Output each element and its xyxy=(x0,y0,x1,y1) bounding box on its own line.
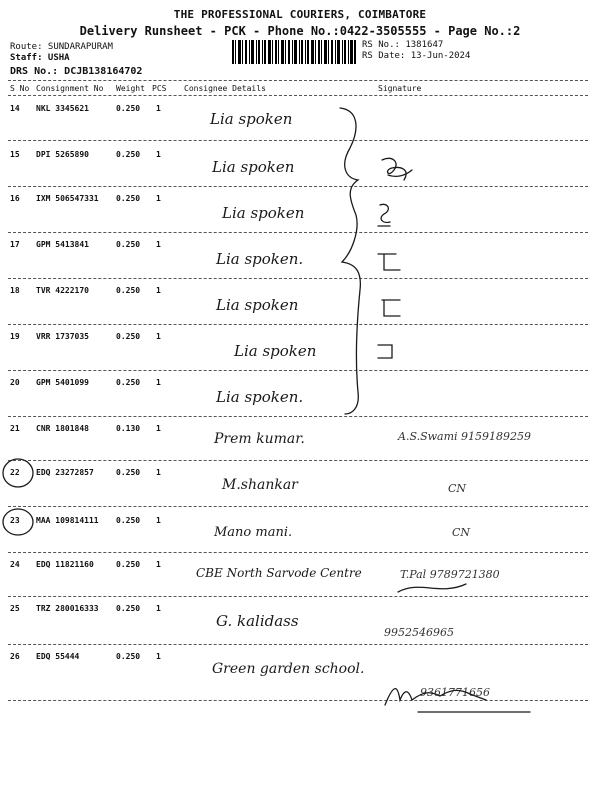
row-signature: 9361771656 xyxy=(420,686,490,699)
row-weight: 0.130 xyxy=(116,424,141,433)
route-label: Route: SUNDARAPURAM xyxy=(10,42,113,52)
row-consignment-no: EDQ 55444 xyxy=(36,652,80,661)
barcode-image xyxy=(232,40,356,64)
col-consignment: Consignment No xyxy=(36,84,104,93)
row-sno: 26 xyxy=(10,652,20,661)
row-sno: 15 xyxy=(10,150,20,159)
row-consignee-details: Lia spoken. xyxy=(216,388,304,406)
row-consignment-no: GPM 5413841 xyxy=(36,240,89,249)
row-signature: A.S.Swami 9159189259 xyxy=(398,430,532,443)
row-sno: 25 xyxy=(10,604,20,613)
row-weight: 0.250 xyxy=(116,286,141,295)
row-weight: 0.250 xyxy=(116,468,141,477)
row-pcs: 1 xyxy=(156,560,161,569)
signature-scribble-16 xyxy=(378,204,390,226)
row-consignment-no: EDQ 23272857 xyxy=(36,468,94,477)
company-title: THE PROFESSIONAL COURIERS, COIMBATORE xyxy=(173,8,427,21)
row-weight: 0.250 xyxy=(116,194,141,203)
signature-scribble-17 xyxy=(378,254,400,270)
row-consignment-no: TVR 4222170 xyxy=(36,286,89,295)
row-divider xyxy=(8,278,588,279)
signature-scribble-18 xyxy=(382,300,400,316)
row-sno: 14 xyxy=(10,104,20,113)
row-divider xyxy=(8,416,588,417)
rs-number: RS No.: 1381647 xyxy=(362,40,444,50)
row-divider xyxy=(8,186,588,187)
row-consignee-details: Lia spoken xyxy=(234,342,317,360)
row-divider xyxy=(8,324,588,325)
row-consignment-no: VRR 1737035 xyxy=(36,332,89,341)
row-divider xyxy=(8,644,588,645)
row-pcs: 1 xyxy=(156,194,161,203)
signature-scribble-15 xyxy=(382,158,412,180)
row-consignee-details: Lia spoken xyxy=(212,158,295,176)
row-divider xyxy=(8,460,588,461)
row-pcs: 1 xyxy=(156,516,161,525)
row-divider xyxy=(8,596,588,597)
row-weight: 0.250 xyxy=(116,240,141,249)
row-consignee-details: Lia spoken. xyxy=(216,250,304,268)
row-divider xyxy=(8,552,588,553)
row-consignee-details: Green garden school. xyxy=(212,661,365,677)
signature-underline-24 xyxy=(398,584,466,592)
row-consignee-details: Lia spoken xyxy=(210,110,293,128)
row-weight: 0.250 xyxy=(116,652,141,661)
row-pcs: 1 xyxy=(156,104,161,113)
rs-date: RS Date: 13-Jun-2024 xyxy=(362,51,471,61)
row-sno: 24 xyxy=(10,560,20,569)
bracket-mark xyxy=(340,108,360,414)
row-consignee-details: Lia spoken xyxy=(222,204,305,222)
row-consignment-no: DPI 5265890 xyxy=(36,150,89,159)
row-weight: 0.250 xyxy=(116,104,141,113)
row-weight: 0.250 xyxy=(116,378,141,387)
row-consignment-no: IXM 506547331 xyxy=(36,194,99,203)
drs-number: DRS No.: DCJB138164702 xyxy=(10,66,143,77)
row-pcs: 1 xyxy=(156,150,161,159)
row-sno: 17 xyxy=(10,240,20,249)
col-sno: S No xyxy=(10,84,30,93)
row-divider xyxy=(8,232,588,233)
row-sno: 19 xyxy=(10,332,20,341)
row-consignee-details: Prem kumar. xyxy=(214,431,305,447)
row-pcs: 1 xyxy=(156,604,161,613)
row-consignment-no: MAA 109814111 xyxy=(36,516,99,525)
row-pcs: 1 xyxy=(156,332,161,341)
col-pcs: PCS xyxy=(152,84,167,93)
signature-scribble-19 xyxy=(378,345,392,358)
row-pcs: 1 xyxy=(156,286,161,295)
row-signature: CN xyxy=(452,526,471,539)
row-weight: 0.250 xyxy=(116,604,141,613)
row-consignee-details: Lia spoken xyxy=(216,296,299,314)
staff-label: Staff: USHA xyxy=(10,53,70,63)
row-weight: 0.250 xyxy=(116,516,141,525)
row-consignment-no: EDQ 11821160 xyxy=(36,560,94,569)
row-pcs: 1 xyxy=(156,424,161,433)
row-consignment-no: CNR 1801848 xyxy=(36,424,89,433)
col-weight: Weight xyxy=(116,84,145,93)
row-weight: 0.250 xyxy=(116,150,141,159)
row-consignment-no: TRZ 280016333 xyxy=(36,604,99,613)
row-signature: 9952546965 xyxy=(384,626,454,639)
row-weight: 0.250 xyxy=(116,560,141,569)
row-weight: 0.250 xyxy=(116,332,141,341)
row-pcs: 1 xyxy=(156,652,161,661)
runsheet-subtitle: Delivery Runsheet - PCK - Phone No.:0422-3505555 - Page No.:2 xyxy=(79,24,521,38)
row-consignee-details: M.shankar xyxy=(222,477,298,493)
row-divider xyxy=(8,700,588,701)
row-pcs: 1 xyxy=(156,240,161,249)
row-consignment-no: GPM 5401099 xyxy=(36,378,89,387)
row-sno: 20 xyxy=(10,378,20,387)
header-bottom-rule xyxy=(8,95,588,96)
header-top-rule xyxy=(8,80,588,81)
row-signature: T.Pal 9789721380 xyxy=(400,568,500,581)
row-consignee-details: CBE North Sarvode Centre xyxy=(196,566,362,580)
col-signature: Signature xyxy=(378,84,422,93)
row-divider xyxy=(8,506,588,507)
row-signature: CN xyxy=(448,482,467,495)
row-sno: 22 xyxy=(10,468,20,477)
row-divider xyxy=(8,140,588,141)
row-sno: 18 xyxy=(10,286,20,295)
row-consignment-no: NKL 3345621 xyxy=(36,104,89,113)
col-consignee-details: Consignee Details xyxy=(184,84,266,93)
row-consignee-details: Mano mani. xyxy=(214,525,293,540)
row-divider xyxy=(8,370,588,371)
row-pcs: 1 xyxy=(156,378,161,387)
row-consignee-details: G. kalidass xyxy=(216,612,299,630)
row-sno: 23 xyxy=(10,516,20,525)
row-sno: 16 xyxy=(10,194,20,203)
row-sno: 21 xyxy=(10,424,20,433)
row-pcs: 1 xyxy=(156,468,161,477)
